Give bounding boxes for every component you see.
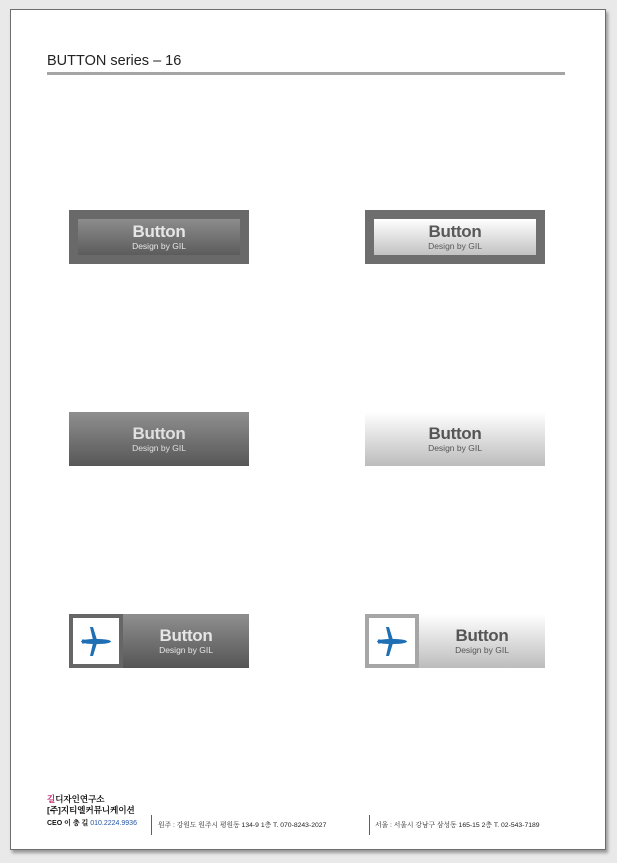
footer-separator bbox=[151, 815, 152, 835]
button-sublabel: Design by GIL bbox=[132, 443, 186, 453]
button-label: Button bbox=[159, 626, 213, 645]
button-label: Button bbox=[132, 424, 186, 443]
button-sample-2[interactable] bbox=[365, 210, 545, 264]
button-sublabel: Design by GIL bbox=[428, 241, 482, 251]
button-label: Button bbox=[132, 222, 186, 241]
button-sublabel: Design by GIL bbox=[455, 645, 509, 655]
button-sublabel: Design by GIL bbox=[428, 443, 482, 453]
button-sample-3[interactable] bbox=[69, 412, 249, 466]
brand-name: 길디자인연구소 bbox=[47, 794, 105, 804]
company-name: [주]지티엘커뮤니케이션 bbox=[47, 805, 135, 815]
button-sample-4[interactable] bbox=[365, 412, 545, 466]
icon-box bbox=[69, 614, 123, 668]
ceo-phone: 010.2224.9936 bbox=[90, 820, 137, 827]
airplane-icon bbox=[375, 624, 409, 658]
airplane-icon bbox=[79, 624, 113, 658]
title-divider bbox=[47, 72, 565, 75]
button-label: Button bbox=[428, 222, 482, 241]
button-sample-6[interactable] bbox=[365, 614, 545, 668]
button-sublabel: Design by GIL bbox=[132, 241, 186, 251]
button-label: Button bbox=[455, 626, 509, 645]
address-wonju: 원주 : 강원도 원주시 평원동 134-9 1층 T. 070-8243-2027 bbox=[158, 822, 327, 829]
icon-box bbox=[365, 614, 419, 668]
page-title: BUTTON series – 16 bbox=[47, 53, 182, 69]
button-sample-5[interactable] bbox=[69, 614, 249, 668]
button-sublabel: Design by GIL bbox=[159, 645, 213, 655]
footer-separator bbox=[369, 815, 370, 835]
address-seoul: 서울 : 서울시 강남구 삼성동 165-15 2층 T. 02-543-7189 bbox=[375, 822, 540, 829]
ceo-info: CEO 이 충 길 010.2224.9936 bbox=[47, 820, 137, 827]
document-page bbox=[10, 9, 606, 850]
button-sample-1[interactable] bbox=[69, 210, 249, 264]
button-label: Button bbox=[428, 424, 482, 443]
